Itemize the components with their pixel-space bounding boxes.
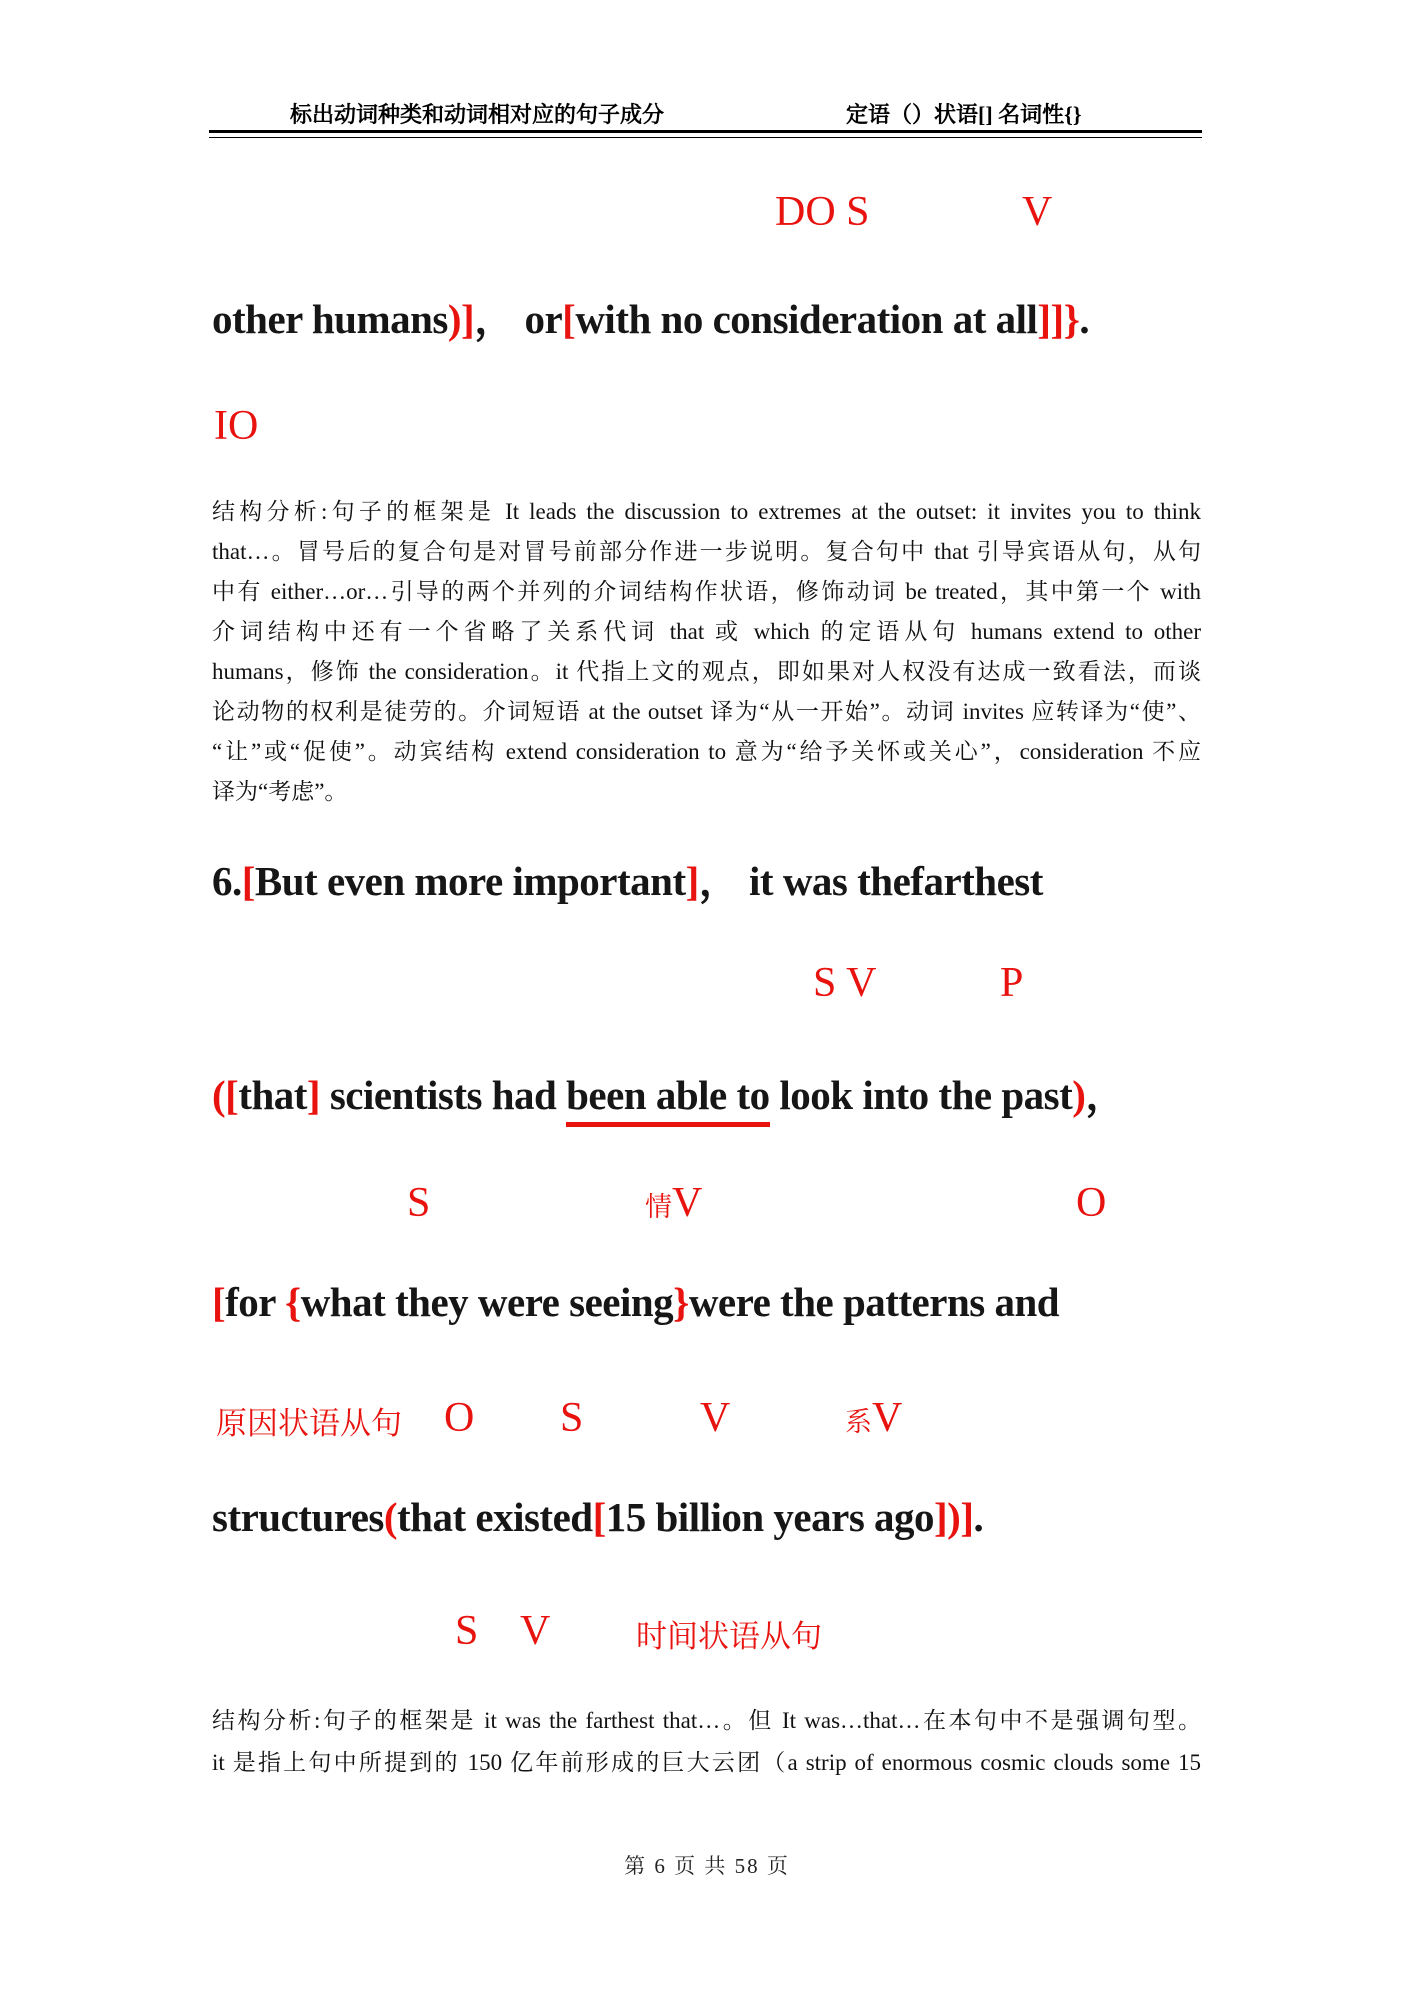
header-title: 标出动词种类和动词相对应的句子成分 bbox=[290, 102, 665, 127]
sentence-6-line-3: [for {what they were seeing}were the patterns and bbox=[212, 1279, 1060, 1325]
annotation-row-s-modal-o bbox=[0, 1178, 1414, 1224]
header-rule-thin bbox=[209, 137, 1202, 138]
annotation-v: V bbox=[1022, 189, 1053, 235]
annotation-row-time-clause bbox=[0, 1606, 1414, 1652]
annotation-time-clause-label: 时间状语从句 bbox=[636, 1619, 822, 1654]
sentence-6-heading: 6.[But even more important]， it was thefarthest bbox=[212, 858, 1043, 904]
annotation-row-do-s-v bbox=[0, 187, 1414, 233]
annotation-s-3: S bbox=[455, 1608, 479, 1654]
annotation-s-v: S V bbox=[813, 960, 877, 1006]
page-footer: 第 6 页 共 58 页 bbox=[624, 1854, 790, 1878]
annotation-link-v: 系V bbox=[845, 1395, 903, 1441]
annotation-v-2: V bbox=[700, 1395, 731, 1441]
annotation-o-2: O bbox=[444, 1395, 475, 1441]
annotation-p: P bbox=[1000, 960, 1024, 1006]
annotation-s-2: S bbox=[560, 1395, 584, 1441]
annotation-s: S bbox=[407, 1180, 431, 1226]
sentence-6-line-2: ([that] scientists had been able to look into the past)， bbox=[212, 1062, 1126, 1121]
annotation-row-io bbox=[0, 401, 1414, 447]
structure-analysis-2: 结构分析:句子的框架是 it was the farthest that…。但 It was…that…在本句中不是强调句型。 it 是指上句中所提到的 150 亿年前形成的巨大云团（a strip of enormous cosmic clouds some 15 bbox=[212, 1708, 1201, 1775]
annotation-row-cause-clause bbox=[0, 1393, 1414, 1439]
annotation-modal-v: 情V bbox=[645, 1180, 703, 1226]
annotation-do-s: DO S bbox=[775, 189, 870, 235]
header-legend: 定语（）状语[] 名词性{} bbox=[846, 102, 1082, 127]
annotation-o: O bbox=[1076, 1180, 1107, 1226]
annotation-row-s-v-p bbox=[0, 958, 1414, 1004]
header-rule-thick bbox=[209, 130, 1202, 133]
sentence-fragment-1: other humans)]， or[with no consideration at all]]}. bbox=[212, 296, 1090, 342]
sentence-6-line-4: structures(that existed[15 billion years ago])]. bbox=[212, 1494, 984, 1540]
structure-analysis-1: 结构分析:句子的框架是 It leads the discussion to extremes at the outset: it invites you to think that…。冒号后的复合句是对冒号前部分作进一步说明。复合句中 that 引导宾语从句，从句 中有 either…or…引导的两个并列的介词结构作状语，修饰动词 be treated，其中第一个 with 介词结构中还有一个省略了关系代词 that 或 which 的定语从句 humans extend to other humans，修饰 the consideration。it 代指上文的观点，即如果对人权没有达成一致看法，而谈 论动物的权利是徒劳的。介词短语 at the outset 译为“从一开始”。动词 invites 应转译为“使”、 “让”或“促使”。动宾结构 extend consideration to 意为“给予关怀或关心”，consideration 不应 译为“考虑”。 bbox=[212, 499, 1201, 804]
annotation-cause-clause-label: 原因状语从句 bbox=[216, 1406, 402, 1441]
annotation-v-3: V bbox=[520, 1608, 551, 1654]
annotation-io: IO bbox=[214, 403, 259, 449]
